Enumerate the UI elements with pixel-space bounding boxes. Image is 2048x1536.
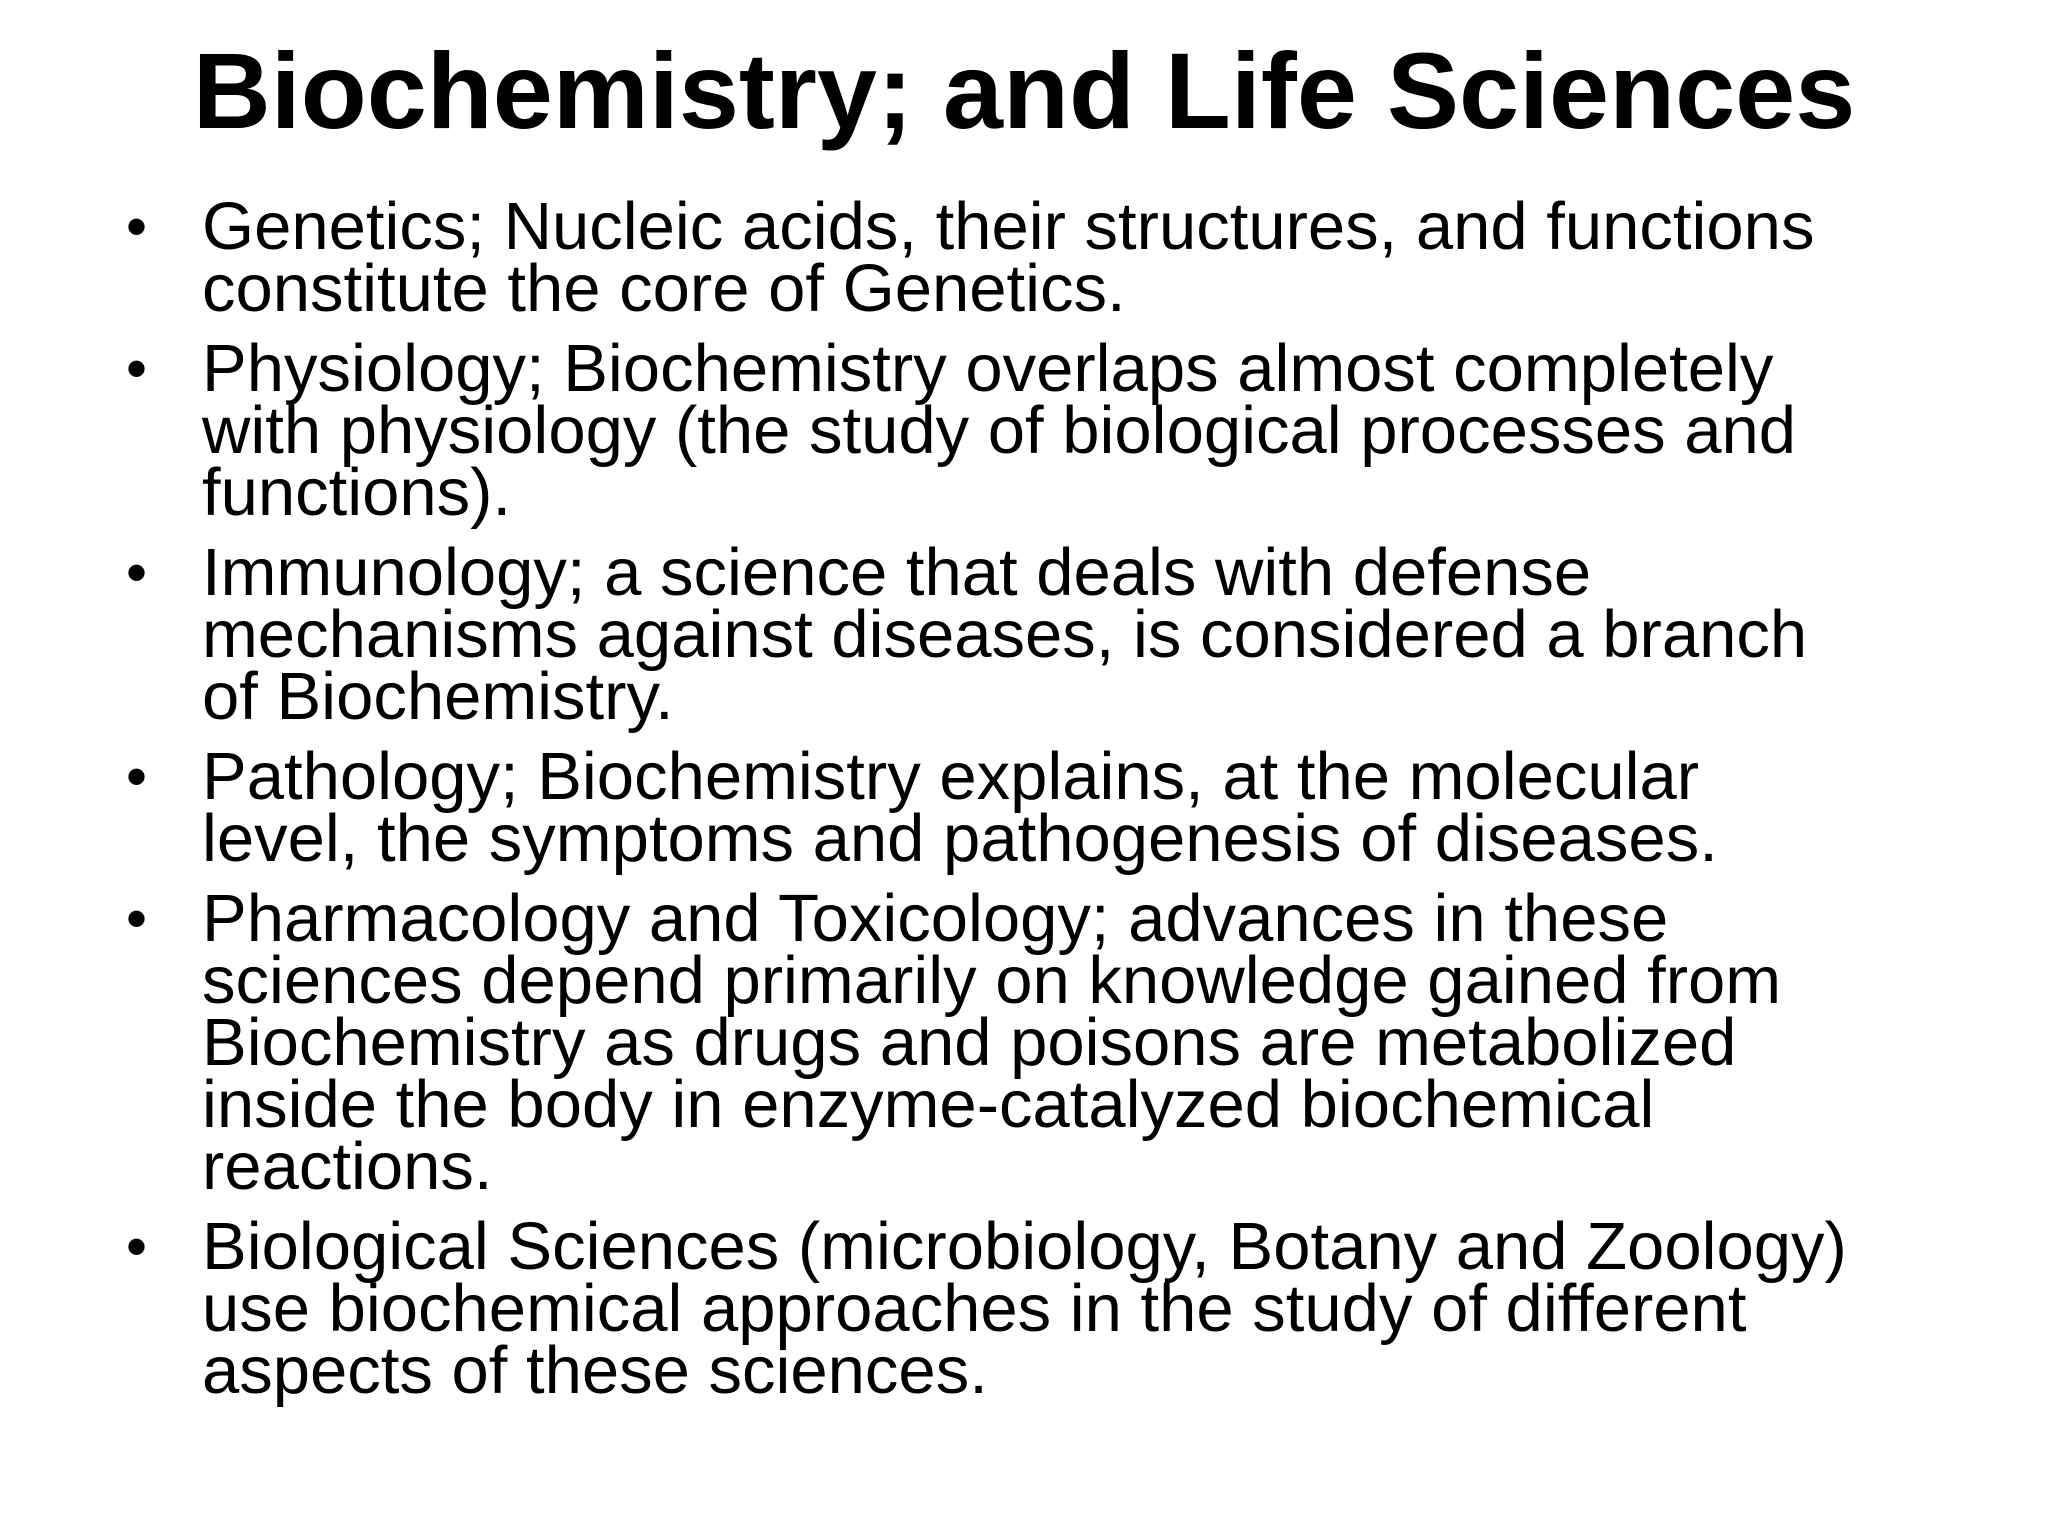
bullet-text-line: Physiology; Biochemistry overlaps almost completely bbox=[202, 331, 1774, 406]
bullet-text-line: aspects of these sciences. bbox=[202, 1333, 988, 1408]
bullet-pathology bbox=[126, 739, 2036, 876]
bullet-text-line: mechanisms against diseases, is considered a branch bbox=[202, 597, 1808, 672]
slide-title: Biochemistry; and Life Sciences bbox=[192, 30, 1856, 151]
bullet-immunology bbox=[126, 535, 2036, 734]
bullet-text-line: reactions. bbox=[202, 1129, 493, 1204]
bullet-text-line: level, the symptoms and pathogenesis of diseases. bbox=[202, 801, 1718, 876]
bullet-list bbox=[126, 189, 2036, 1420]
bullet-text-line: sciences depend primarily on knowledge gained from bbox=[202, 943, 1782, 1018]
bullet-text-line: functions). bbox=[202, 455, 512, 530]
bullet-dot-icon: • bbox=[126, 743, 148, 810]
bullet-physiology bbox=[126, 331, 2036, 530]
bullet-dot-icon: • bbox=[126, 1213, 148, 1280]
bullet-text-line: Immunology; a science that deals with defense bbox=[202, 535, 1592, 610]
bullet-text-line: with physiology (the study of biological processes and bbox=[202, 393, 1796, 468]
bullet-text-line: Pathology; Biochemistry explains, at the molecular bbox=[202, 739, 1700, 814]
bullet-text-line: constitute the core of Genetics. bbox=[202, 251, 1126, 326]
bullet-text-line: Biochemistry as drugs and poisons are metabolized bbox=[202, 1005, 1737, 1080]
bullet-dot-icon: • bbox=[126, 193, 148, 260]
bullet-dot-icon: • bbox=[126, 885, 148, 952]
bullet-text-line: of Biochemistry. bbox=[202, 659, 674, 734]
bullet-biological-sciences bbox=[126, 1209, 2036, 1408]
bullet-genetics bbox=[126, 189, 2036, 326]
bullet-text-line: Pharmacology and Toxicology; advances in these bbox=[202, 881, 1669, 956]
bullet-text-line: inside the body in enzyme-catalyzed biochemical bbox=[202, 1067, 1655, 1142]
bullet-text-line: Genetics; Nucleic acids, their structures, and functions bbox=[202, 189, 1815, 264]
bullet-text-line: Biological Sciences (microbiology, Botany and Zoology) bbox=[202, 1209, 1847, 1284]
bullet-text-line: use biochemical approaches in the study of different bbox=[202, 1271, 1747, 1346]
bullet-dot-icon: • bbox=[126, 335, 148, 402]
bullet-pharmacology bbox=[126, 881, 2036, 1204]
bullet-dot-icon: • bbox=[126, 539, 148, 606]
